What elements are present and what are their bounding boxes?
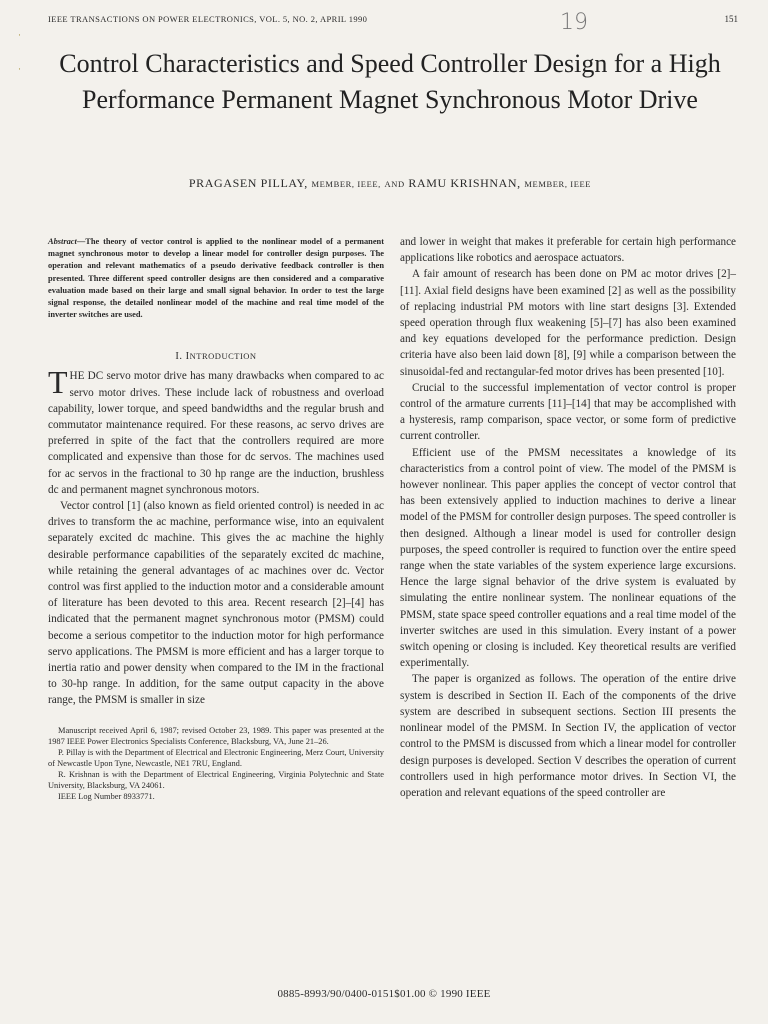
intro-paragraph: Vector control [1] (also known as field oriented control) is needed in ac drives to transform the ac machine, performance wise, into an equivalent separately excited dc machine. This gives the ac machine the highly desirable performance capabilities of the separately excited dc machine, while retaining the general advantages of ac machines over dc. Vector control was first applied to the induction motor and a considerable amount of literature has been devoted to this area. Recent research [2]–[4] has indicated that the permanent magnet synchronous motor (PMSM) could become a serious competitor to the induction motor for high performance servo applications. The PMSM is more efficient and has a larger torque to inertia ratio and power density when compared to the IM in the fractional to 30-hp range. In addition, for the same output capacity in the above range, the PMSM is smaller in size (48, 500, 384, 707)
section-title-initial: I (185, 351, 190, 363)
section-heading-introduction (48, 351, 384, 362)
footnote: P. Pillay is with the Department of Electrical and Electronic Engineering, Merz Court, University of Newcastle Upon Tyne, Newcastle, NE1 7RU, England. (48, 747, 384, 768)
paper-title: Control Characteristics and Speed Controller Design for a High Performance Permanent Magnet Synchronous Motor Drive (59, 49, 721, 114)
copyright-line: 0885-8993/90/0400-0151$01.00 © 1990 IEEE (277, 988, 491, 1000)
margin-dot-mark: · (18, 30, 21, 40)
body-paragraph: A fair amount of research has been done on PM ac motor drives [2]–[11]. Axial field designs have been examined [2] as well as the possibility of replacing industrial PM motors with line start designs [3]. Extended speed operation through flux weakening [5]–[7] has also been examined and key equations developed for the performance prediction. Design criteria have also been laid down [8], [9] while a comparison between the sinusoidal-fed and rectangular-fed motor drives has been presented [10]. (400, 268, 736, 378)
right-column (400, 234, 736, 801)
body-paragraph: The paper is organized as follows. The operation of the entire drive system is described in Section II. Each of the components of the drive system are described in subsequent sections. Section III presents the nonlinear model of the PMSM. In Section IV, the application of vector control to the PMSM is discussed from which a linear model for controller design purposes is developed. Section V describes the operation of current controllers used in high performance motor drives. In Section VI, the operation and relevant equations of the speed controller are (400, 673, 736, 799)
paragraph-text: HE DC servo motor drive has many drawbacks when compared to ac servo motor drives. These include lack of robustness and overload capability, lower torque, and speed bandwidths and the regular brush and commutator maintenance required. For these reasons, ac servo drives are preferred in spite of the fact that the controllers required are more complicated and expensive than those for dc servos. The machines used for ac servos in the fractional to 30 hp range are the induction, brushless dc and permanent magnet synchronous motors. (48, 370, 384, 496)
body-paragraph: Crucial to the successful implementation of vector control is proper control of the armature currents [11]–[14] that may be accomplished with a hysteresis, ramp comparison, space vector, or some form of predictive current controller. (400, 381, 736, 443)
body-paragraph: and lower in weight that makes it preferable for certain high performance applications like robotics and aerospace actuators. (400, 236, 736, 265)
drop-cap: T (48, 364, 68, 401)
section-number: I. (175, 351, 183, 363)
author-name: PRAGASEN PILLAY, (188, 176, 308, 190)
body-paragraph: Efficient use of the PMSM necessitates a knowledge of its characteristics from a control point of view. The model of the PMSM is however nonlinear. This paper applies the concept of vector control that has been extensively applied to induction machines to derive a linear model of the PMSM for controller design purposes. The speed controller is then designed. Although a linear model is used for controller design purposes, the speed controller is required to function over the entire speed range when the state variables of the system experience large excursions. Hence the large signal behavior of the drive system is evaluated by simulating the entire nonlinear system. The nonlinear equations of the PMSM, state space speed controller equations and a real time model of the inverter switches are used in this simulation. Every instant of a power switch opening or closing is included. Key theoretical results are verified experimentally. (400, 446, 736, 670)
footnotes (48, 725, 384, 802)
intro-paragraph (48, 364, 384, 498)
author-name: RAMU KRISHNAN, (408, 176, 521, 190)
margin-dot-mark: · (18, 64, 21, 74)
footnote: Manuscript received April 6, 1987; revised October 23, 1989. This paper was presented at the 1987 IEEE Power Electronics Specialists Conference, Blacksburg, VA, June 21–26. (48, 725, 384, 746)
page-number: 151 (724, 14, 738, 24)
author-line (40, 176, 740, 191)
abstract-text: —The theory of vector control is applied to the nonlinear model of a permanent magnet synchronous motor to develop a linear model for controller design purposes. The operation and relevant mathematics of a pseudo derivative feedback controller is then presented. Three different speed controller designs are then considered and a comparative evaluation made based on their large and small signal behavior. In order to test the large signal response, the detailed nonlinear model of the machine and real time model of the inverter switches are used. (48, 237, 384, 320)
author-affiliation-tag: MEMBER, IEEE, (311, 179, 381, 189)
footnote: R. Krishnan is with the Department of Electrical Engineering, Virginia Polytechnic and State University, Blacksburg, VA 24061. (48, 769, 384, 790)
section-title-rest: NTRODUCTION (189, 351, 257, 362)
handwritten-page-note: 19 (560, 10, 588, 35)
author-affiliation-tag: MEMBER, IEEE (524, 179, 592, 189)
footnote: IEEE Log Number 8933771. (58, 791, 155, 801)
running-head: IEEE TRANSACTIONS ON POWER ELECTRONICS, VOL. 5, NO. 2, APRIL 1990 (48, 14, 368, 24)
abstract-lead: Abstract (48, 237, 77, 246)
author-conjunction: AND (384, 179, 405, 189)
abstract (48, 236, 384, 321)
left-column (48, 236, 384, 802)
